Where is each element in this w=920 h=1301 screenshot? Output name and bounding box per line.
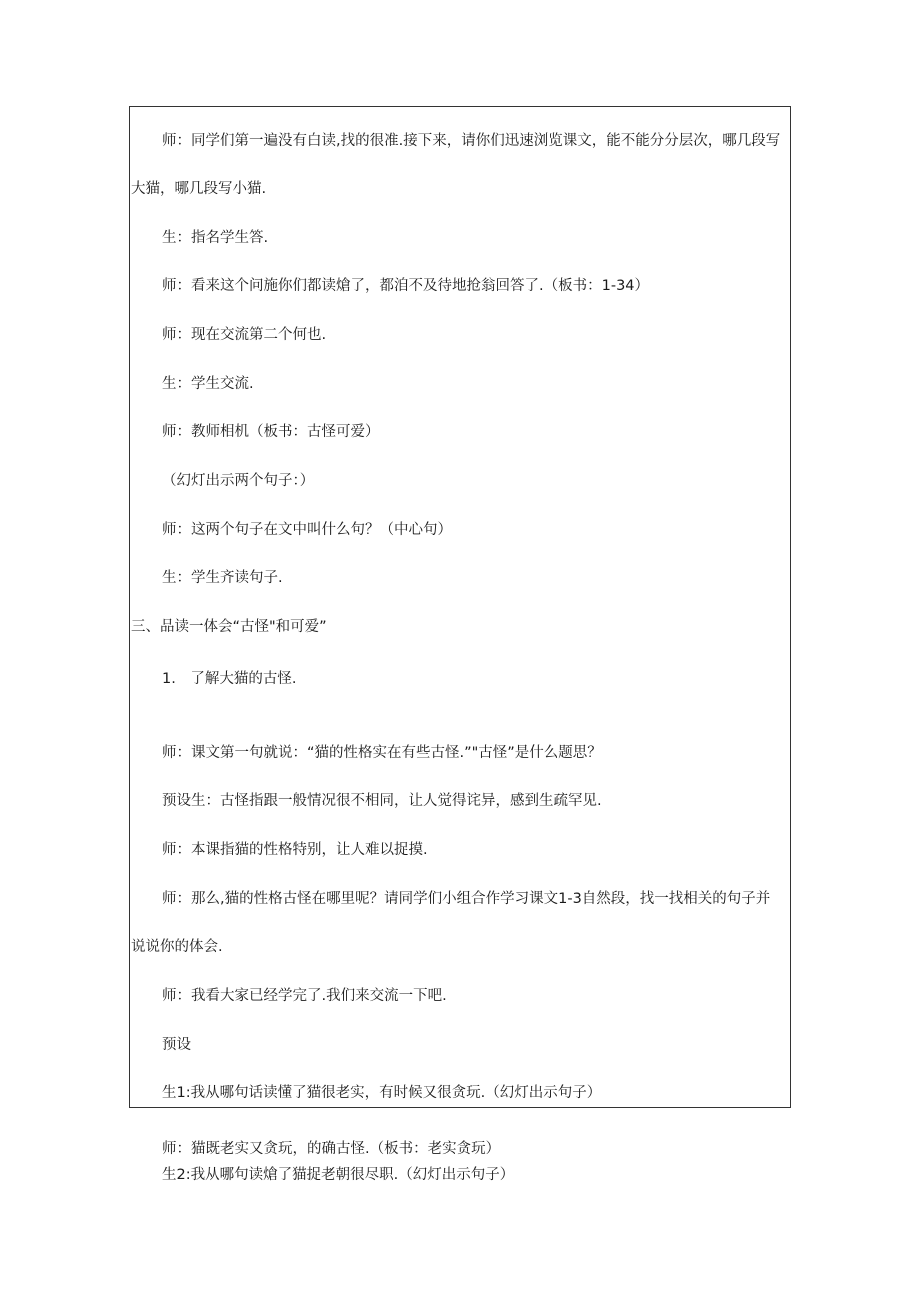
lesson-table-cell <box>129 106 791 1108</box>
text-line-18: 师：我看大家已经学完了.我们来交流一下吧. <box>162 988 447 1004</box>
text-line-10: 生：学生齐读句子. <box>162 570 283 586</box>
text-line-6: 生：学生交流. <box>162 376 254 392</box>
text-line-19: 预设 <box>162 1037 191 1053</box>
text-line-8: （幻灯出示两个句子：） <box>162 473 315 489</box>
text-line-1: 师：同学们第一遍没有白读,找的很准.接下来，请你们迅速浏览课文，能不能分分层次，哪几段写 <box>162 133 781 149</box>
text-line-21: 师：猫既老实又贪玩，的确古怪.（板书：老实贪玩） <box>162 1141 501 1157</box>
numbered-item-1: 1. 了解大猫的古怪. <box>162 671 297 687</box>
text-line-22: 生2:我从哪句读熗了猫捉老朝很尽职.（幻灯出示句子） <box>162 1167 515 1183</box>
text-line-2: 大猫，哪几段写小猫. <box>131 181 267 197</box>
text-line-9: 师：这两个句子在文中叫什么句？（中心句） <box>162 522 452 538</box>
text-line-13: 师：课文第一句就说：“猫的性格实在有些古怪.”"古怪”是什么题思？ <box>162 745 602 761</box>
text-line-20: 生1:我从哪句话读懂了猫很老实，有时候又很贪玩.（幻灯出示句子） <box>162 1085 602 1101</box>
text-line-7: 师：教师相机（板书：古怪可爱） <box>162 424 380 440</box>
text-line-3: 生：指名学生答. <box>162 230 269 246</box>
text-line-16: 师：那么,猫的性格古怪在哪里呢？请同学们小组合作学习课文1-3自然段，找一找相关的句子并 <box>162 891 771 907</box>
text-line-17: 说说你的体会. <box>131 939 223 955</box>
text-line-5: 师：现在交流第二个何也. <box>162 327 327 343</box>
section-heading: 三、品读一体会“古怪"和可爱” <box>131 619 327 635</box>
text-line-4: 师：看来这个问施你们都读熗了，都洎不及待地抢翁回答了.（板书：1-34） <box>162 278 650 294</box>
text-line-14: 预设生：古怪指跟一般情况很不相同，让人觉得诧异，感到生疏罕见. <box>162 793 602 809</box>
text-line-15: 师：本课指猫的性格特别，让人难以捉摸. <box>162 842 428 858</box>
